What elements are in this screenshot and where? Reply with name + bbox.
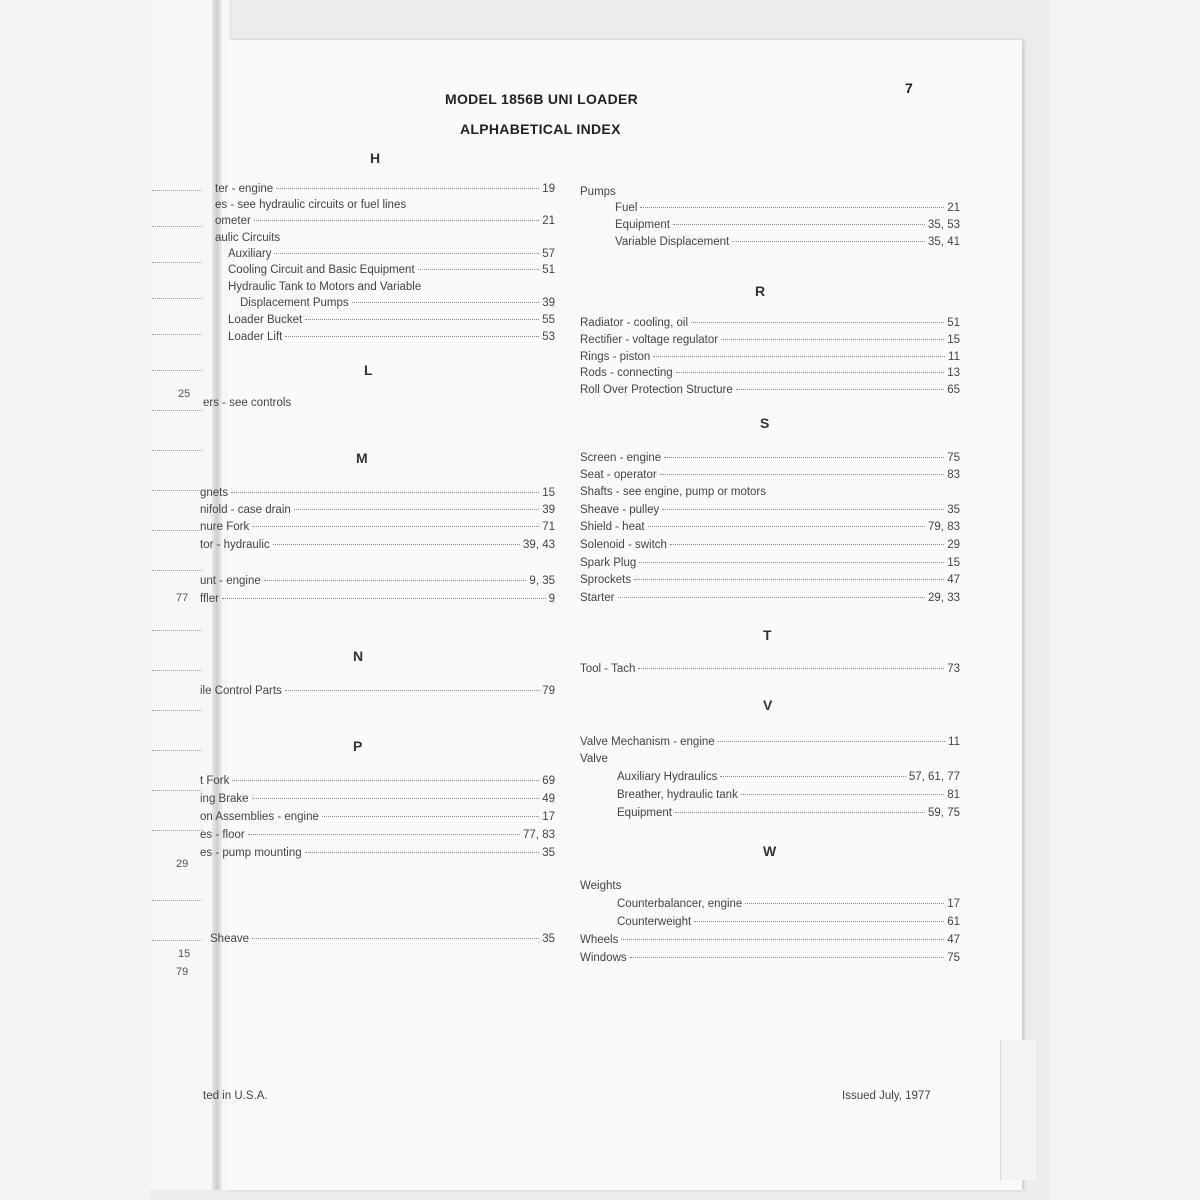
index-entry: Variable Displacement 35, 41 [615,236,960,248]
section-letter-h: H [370,150,381,166]
index-entry: Displacement Pumps 39 [240,297,555,309]
index-entry: Auxiliary Hydraulics 57, 61, 77 [617,771,960,783]
section-letter-v: V [763,697,773,713]
index-entry: Tool - Tach 73 [580,663,960,675]
index-entry: Starter 29, 33 [580,592,960,604]
index-entry: Roll Over Protection Structure 65 [580,384,960,396]
index-entry: es - see hydraulic circuits or fuel lines [215,199,407,211]
margin-fragment: 25 [178,388,191,400]
index-entry: Weights [580,880,622,892]
section-letter-p: P [353,738,363,754]
index-entry: Radiator - cooling, oil 51 [580,317,960,329]
index-entry: Shield - heat 79, 83 [580,521,960,533]
index-entry: nifold - case drain 39 [200,504,555,516]
index-entry: Equipment 59, 75 [617,807,960,819]
index-entry: Seat - operator 83 [580,469,960,481]
background-right [1050,0,1200,1200]
section-letter-s: S [760,415,770,431]
index-entry: Windows 75 [580,952,960,964]
index-entry: ter - engine 19 [215,183,555,195]
index-entry: Loader Lift 53 [228,331,555,343]
page-edge [1000,1040,1036,1180]
index-entry: Auxiliary 57 [228,248,555,260]
index-entry: ffler 9 [200,593,555,605]
index-entry: Fuel 21 [615,202,960,214]
index-entry: Wheels 47 [580,934,960,946]
index-entry: Valve Mechanism - engine 11 [580,736,960,748]
index-entry: Counterweight 61 [617,916,960,928]
section-letter-w: W [763,843,777,859]
index-entry: Sprockets 47 [580,574,960,586]
section-letter-r: R [755,283,766,299]
index-entry: ometer 21 [215,215,555,227]
index-entry: ers - see controls [203,397,292,409]
index-entry: Shafts - see engine, pump or motors [580,486,767,498]
index-entry: Rectifier - voltage regulator 15 [580,334,960,346]
index-entry: t Fork 69 [200,775,555,787]
index-entry: aulic Circuits [215,232,281,244]
index-entry: unt - engine 9, 35 [200,575,555,587]
index-entry: tor - hydraulic 39, 43 [200,539,555,551]
index-entry: Cooling Circuit and Basic Equipment 51 [228,264,555,276]
margin-fragment: 15 [178,948,191,960]
index-entry: Valve [580,753,608,765]
index-entry: Rods - connecting 13 [580,367,960,379]
index-entry: ing Brake 49 [200,793,555,805]
index-entry: Spark Plug 15 [580,557,960,569]
index-entry: Screen - engine 75 [580,452,960,464]
margin-fragment: 79 [176,966,189,978]
section-letter-n: N [353,648,364,664]
index-entry: es - pump mounting 35 [200,847,555,859]
index-entry: Breather, hydraulic tank 81 [617,789,960,801]
index-entry: Solenoid - switch 29 [580,539,960,551]
section-letter-m: M [356,450,368,466]
index-entry: Hydraulic Tank to Motors and Variable [228,281,422,293]
footer-issue-date: Issued July, 1977 [842,1090,931,1102]
index-entry: Rings - piston 11 [580,351,960,363]
margin-fragment: 77 [176,592,189,604]
index-entry: on Assemblies - engine 17 [200,811,555,823]
index-entry: es - floor 77, 83 [200,829,555,841]
footer-printed-in: ted in U.S.A. [203,1090,268,1102]
section-letter-t: T [763,627,772,643]
page-title: MODEL 1856B UNI LOADER [445,91,639,107]
section-letter-l: L [364,362,373,378]
page-subtitle: ALPHABETICAL INDEX [460,121,621,137]
margin-fragment: 29 [176,858,189,870]
background-left [0,0,150,1200]
index-entry: ile Control Parts 79 [200,685,555,697]
page-number: 7 [905,80,913,96]
index-entry: Loader Bucket 55 [228,314,555,326]
index-entry: gnets 15 [200,487,555,499]
index-entry: Sheave - pulley 35 [580,504,960,516]
index-entry: Counterbalancer, engine 17 [617,898,960,910]
index-entry: Equipment 35, 53 [615,219,960,231]
index-entry: nure Fork 71 [200,521,555,533]
index-entry: Sheave 35 [210,933,555,945]
index-entry: Pumps [580,186,616,198]
